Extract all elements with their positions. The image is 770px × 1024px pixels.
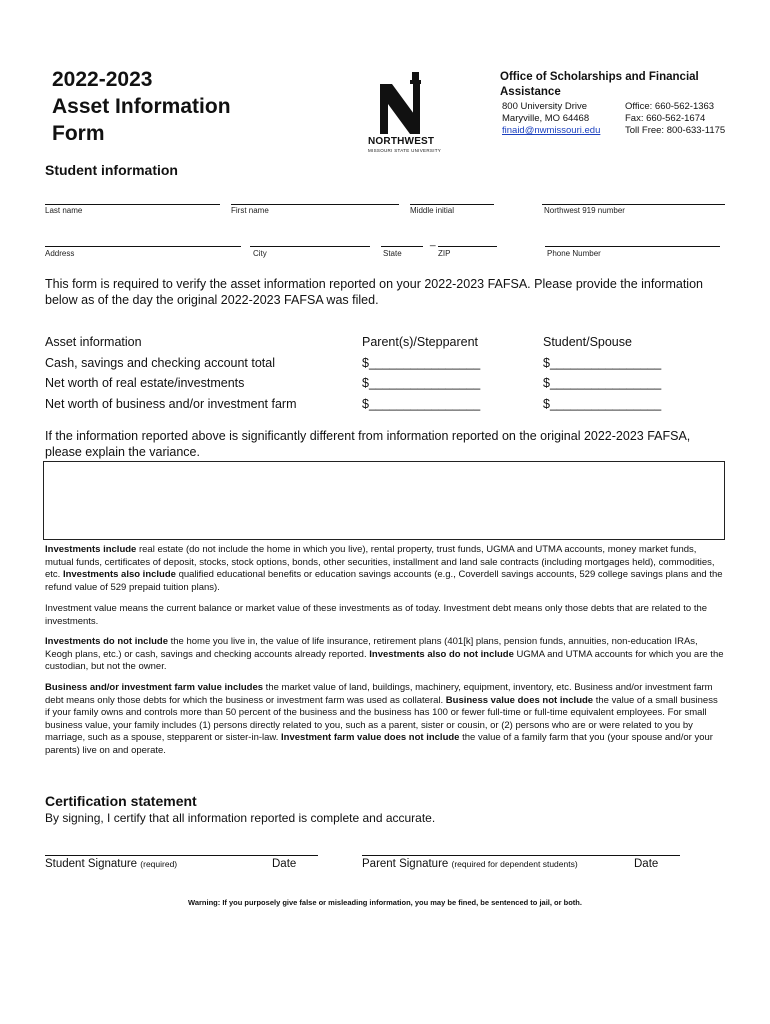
last-name-label: Last name xyxy=(45,206,83,215)
title-form: Form xyxy=(52,122,105,145)
def-text: UGMA and UTMA accounts for which you are the custodian, but not the owner. xyxy=(45,648,724,672)
student-sig-required: (required) xyxy=(140,859,178,869)
last-name-field[interactable] xyxy=(45,204,220,205)
parent-sig-text: Parent Signature xyxy=(362,858,449,870)
cash-student-field[interactable]: $________________ xyxy=(543,356,662,370)
address-field[interactable] xyxy=(45,246,241,247)
nw919-label: Northwest 919 number xyxy=(544,206,625,215)
title-year: 2022-2023 xyxy=(52,68,153,91)
realestate-student-field[interactable]: $________________ xyxy=(543,376,662,390)
office-name: Office of Scholarships and Financial Assistance xyxy=(500,71,699,98)
city-field[interactable] xyxy=(250,246,370,247)
student-info-heading: Student information xyxy=(45,162,178,178)
office-tollfree: Toll Free: 800-633-1175 xyxy=(625,125,726,136)
asset-row-label: Net worth of real estate/investments xyxy=(45,376,245,390)
def-bold: Investments also include xyxy=(62,569,176,580)
def-bold: Investment farm value does not include xyxy=(281,732,460,743)
zip-label: ZIP xyxy=(438,249,451,258)
office-email-link[interactable]: finaid@nwmissouri.edu xyxy=(502,125,601,136)
state-label: State xyxy=(383,249,402,258)
certification-heading: Certification statement xyxy=(45,793,197,809)
student-sig-text: Student Signature xyxy=(45,858,138,870)
logo-subtext: MISSOURI STATE UNIVERSITY xyxy=(368,148,442,153)
realestate-parent-field[interactable]: $________________ xyxy=(362,376,481,390)
parent-date-label: Date xyxy=(634,858,659,870)
definition-business-value xyxy=(45,682,725,757)
intro-text: This form is required to verify the asset information reported on your 2022-2023 FAFSA. Please provide the information below as of the day the original 2022-2023 FAFSA was filed. xyxy=(45,277,703,307)
definition-investment-value: Investment value means the current balance or market value of these investments as of today. Investment debt means only those debts that are related to the investments. xyxy=(45,603,708,627)
student-date-label: Date xyxy=(272,858,297,870)
student-signature-label xyxy=(45,858,177,870)
office-street: 800 University Drive xyxy=(502,101,587,112)
def-bold: Business value does not include xyxy=(445,694,594,706)
variance-prompt: If the information reported above is significantly different from information reported on the original 2022-2023 FAFSA, please explain the variance. xyxy=(45,429,691,459)
asset-col-label: Asset information xyxy=(45,335,142,349)
first-name-label: First name xyxy=(231,206,269,215)
parent-signature-field[interactable] xyxy=(362,855,680,856)
def-text: qualified educational benefits or education savings accounts (e.g., Coverdell savings accounts, 529 college savings plans and the refund value of 529 prepaid tuition plans). xyxy=(45,569,723,593)
definition-investments-include xyxy=(45,544,725,594)
city-label: City xyxy=(253,249,267,258)
office-phone: Office: 660-562-1363 xyxy=(625,101,715,112)
definition-investments-exclude xyxy=(45,636,725,674)
def-text: real estate (do not include the home in which you live), rental property, trust funds, UGMA and UTMA accounts, money market funds, mutual funds, certificates of deposit, stocks, stock options, bonds, other securities, installment and land sale contracts (including mortgages held), commodities, etc. xyxy=(45,544,715,580)
form-title xyxy=(52,66,231,147)
phone-field[interactable] xyxy=(545,246,720,247)
phone-label: Phone Number xyxy=(547,249,601,258)
def-text: the market value of land, buildings, machinery, equipment, inventory, etc. Business and/or investment farm debt means only those debts for which the business or investment farm was used as collateral. xyxy=(45,682,713,706)
parent-sig-required: (required for dependent students) xyxy=(451,859,578,869)
business-student-field[interactable]: $________________ xyxy=(543,397,662,411)
def-bold: Business and/or investment farm value includes xyxy=(45,682,264,693)
business-parent-field[interactable]: $________________ xyxy=(362,397,481,411)
logo-wordmark: NORTHWEST xyxy=(368,136,435,147)
variance-explanation-box[interactable] xyxy=(43,461,725,540)
def-text: the value of a family farm that you (your spouse and/or your parents) live on and operate. xyxy=(45,732,713,756)
student-signature-field[interactable] xyxy=(45,855,318,856)
nw919-field[interactable] xyxy=(542,204,725,205)
asset-col-parent: Parent(s)/Stepparent xyxy=(362,335,479,349)
asset-col-student: Student/Spouse xyxy=(543,335,632,349)
asset-row-label: Cash, savings and checking account total xyxy=(45,356,275,370)
def-bold: Investments do not include xyxy=(45,636,168,647)
title-main: Asset Information xyxy=(52,95,231,118)
certification-text: By signing, I certify that all information reported is complete and accurate. xyxy=(45,811,436,825)
zip-separator: _ xyxy=(430,236,436,247)
office-fax: Fax: 660-562-1674 xyxy=(625,113,706,124)
first-name-field[interactable] xyxy=(231,204,399,205)
warning-text: Warning: If you purposely give false or misleading information, you may be fined, be sentenced to jail, or both. xyxy=(188,898,582,907)
zip-field[interactable] xyxy=(438,246,497,247)
parent-signature-label xyxy=(362,858,578,870)
def-bold: Investments include xyxy=(45,544,137,555)
middle-initial-field[interactable] xyxy=(410,204,494,205)
state-field[interactable] xyxy=(381,246,423,247)
northwest-logo xyxy=(362,70,446,156)
cash-parent-field[interactable]: $________________ xyxy=(362,356,481,370)
office-city: Maryville, MO 64468 xyxy=(502,113,590,124)
def-bold: Investments also do not include xyxy=(369,648,514,660)
asset-row-label: Net worth of business and/or investment farm xyxy=(45,397,297,411)
middle-initial-label: Middle initial xyxy=(410,206,455,215)
def-text: the home you live in, the value of life insurance, retirement plans (401[k] plans, pension funds, annuities, non-education IRAs, Keogh plans, etc.) or cash, savings and checking accounts already reported. xyxy=(45,636,698,660)
def-text: the value of a small business if your family owns and controls more than 50 percent of the business and the business has 100 or fewer full-time or full-time equivalent employees. For small business value, your family includes (1) persons directly related to you, such as a parent, sister or cousin, or (2) persons who are or were related to you by marriage, such as a spouse, stepparent or sister-in-law. xyxy=(45,694,718,743)
address-label: Address xyxy=(45,249,75,258)
